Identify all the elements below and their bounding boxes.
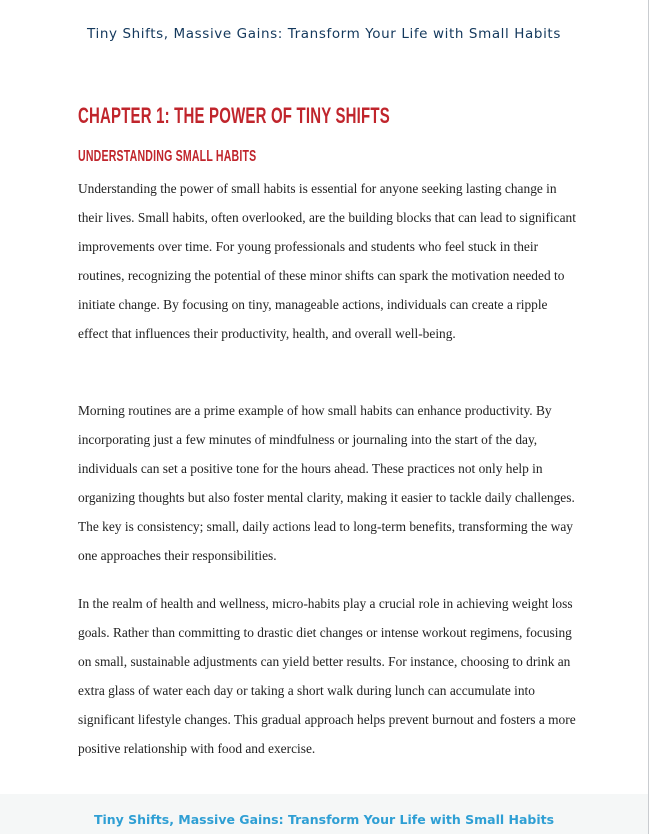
- body-paragraph-block: [78, 589, 578, 763]
- page-edge-divider: [648, 0, 655, 834]
- footer-band: [0, 794, 648, 834]
- section-title: UNDERSTANDING SMALL HABITS: [78, 148, 257, 165]
- body-paragraph-2: Morning routines are a prime example of how small habits can enhance productivity. By incorporating just a few minutes of mindfulness or journaling into the start of the day, individuals can set a positive tone for the hours ahead. These practices not only help in organizing thoughts but also foster mental clarity, making it easier to tackle daily challenges. The key is consistency; small, daily actions lead to long-term benefits, transforming the way one approaches their responsibilities.: [78, 403, 575, 563]
- body-paragraph-3: In the realm of health and wellness, micro-habits play a crucial role in achieving weight loss goals. Rather than committing to drastic diet changes or intense workout regimens, focusing on small, sustainable adjustments can yield better results. For instance, choosing to drink an extra glass of water each day or taking a short walk during lunch can accumulate into significant lifestyle changes. This gradual approach helps prevent burnout and fosters a more positive relationship with food and exercise.: [78, 596, 576, 756]
- body-paragraph-block: [78, 174, 578, 348]
- body-paragraph-1: Understanding the power of small habits is essential for anyone seeking lasting change in their lives. Small habits, often overlooked, are the building blocks that can lead to significant improvements over time. For young professionals and students who feel stuck in their routines, recognizing the potential of these minor shifts can spark the motivation needed to initiate change. By focusing on tiny, manageable actions, individuals can create a ripple effect that influences their productivity, health, and overall well-being.: [78, 181, 576, 341]
- running-header: Tiny Shifts, Massive Gains: Transform Your Life with Small Habits: [87, 26, 561, 42]
- chapter-title: CHAPTER 1: THE POWER OF TINY SHIFTS: [78, 103, 390, 128]
- running-footer: Tiny Shifts, Massive Gains: Transform Your Life with Small Habits: [93, 812, 555, 827]
- body-paragraph-block: [78, 396, 578, 570]
